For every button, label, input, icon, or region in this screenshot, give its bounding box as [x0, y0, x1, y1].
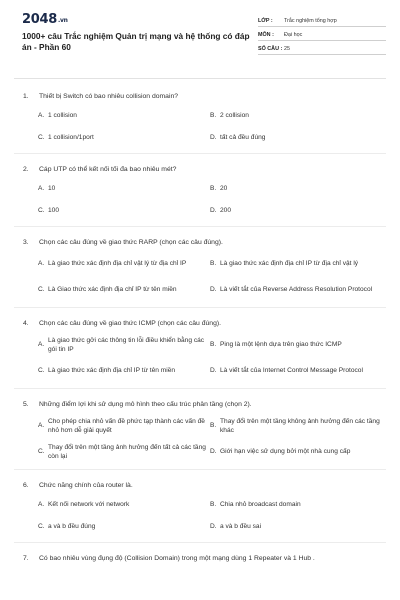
question-line	[22, 238, 386, 247]
option-text: Là giao thức gởi các thông tin lỗi điều khiển bằng các gói tin IP	[48, 336, 205, 353]
option-letter: C.	[38, 367, 45, 375]
option-letter: A.	[38, 501, 45, 509]
option-text: Thay đổi trên một tầng ảnh hưởng đến tất cả các tầng còn lại	[48, 443, 206, 460]
option-text: Là giao thức xác định địa chỉ vật lý từ địa chỉ IP	[48, 260, 187, 268]
meta-row	[258, 42, 386, 55]
option-letter: C.	[38, 134, 45, 142]
meta-label: SỐ CÂU :	[258, 46, 283, 52]
question-text: Thiết bị Switch có bao nhiêu collision domain?	[39, 93, 179, 100]
answer-option-d[interactable]	[210, 358, 382, 384]
answer-option-d[interactable]	[210, 516, 382, 538]
option-letter: A.	[38, 112, 45, 120]
option-letter: B.	[210, 422, 217, 430]
answer-option-c[interactable]	[38, 439, 210, 465]
question-line	[22, 481, 386, 490]
meta-value: 25	[284, 46, 290, 52]
answer-option-c[interactable]	[38, 127, 210, 149]
answer-option-b[interactable]	[210, 251, 382, 277]
option-letter: A.	[38, 185, 45, 193]
option-text: a và b đều đúng	[48, 523, 96, 531]
answer-option-d[interactable]	[210, 277, 382, 303]
document-title: 1000+ câu Trắc nghiệm Quản trị mạng và hệ thống có đáp án - Phần 60	[22, 31, 250, 52]
answer-option-a[interactable]	[38, 178, 210, 200]
logo-text: 2048	[22, 12, 57, 27]
logo-tld: .vn	[57, 17, 68, 24]
option-text: Ping là một lệnh dựa trên giao thức ICMP	[220, 341, 342, 349]
option-letter: D.	[210, 448, 217, 456]
answer-options	[22, 178, 386, 222]
question-line	[22, 319, 386, 328]
option-letter: C.	[38, 207, 45, 215]
option-letter: B.	[210, 341, 217, 349]
option-letter: A.	[38, 422, 45, 430]
answer-option-a[interactable]	[38, 413, 210, 439]
option-text: 200	[220, 207, 232, 215]
answer-option-c[interactable]	[38, 358, 210, 384]
meta-info	[258, 12, 386, 78]
option-text: Là giao thức xác định địa chỉ IP từ tên miền	[48, 367, 176, 375]
site-logo[interactable]	[22, 12, 250, 29]
option-letter: B.	[210, 185, 217, 193]
option-text: Là giao thức xác định địa chỉ IP từ địa chỉ vật lý	[220, 260, 359, 268]
question-text: Cáp UTP có thể kết nối tối đa bao nhiêu mét?	[39, 166, 177, 173]
question-1	[22, 79, 386, 153]
question-list	[22, 79, 386, 563]
meta-label: MÔN :	[258, 32, 274, 38]
question-5	[22, 389, 386, 469]
meta-value: Đại học	[284, 32, 303, 38]
option-letter: C.	[38, 523, 45, 531]
question-number: 6.	[23, 482, 29, 489]
option-letter: B.	[210, 260, 217, 268]
question-number: 7.	[23, 555, 29, 562]
option-letter: D.	[210, 523, 217, 531]
question-4	[22, 308, 386, 388]
question-text: Chọn các câu đúng về giao thức ICMP (chọn các câu đúng).	[39, 320, 222, 327]
question-text: Chức năng chính của router là.	[39, 482, 133, 489]
meta-row	[258, 28, 386, 41]
option-text: 100	[48, 207, 60, 215]
option-text: Kết nối network với network	[48, 501, 130, 509]
answer-option-a[interactable]	[38, 251, 210, 277]
answer-option-c[interactable]	[38, 200, 210, 222]
question-line	[22, 92, 386, 101]
answer-options	[22, 494, 386, 538]
question-3	[22, 227, 386, 307]
answer-option-b[interactable]	[210, 494, 382, 516]
question-2	[22, 154, 386, 226]
option-letter: D.	[210, 134, 217, 142]
answer-options	[22, 105, 386, 149]
option-text: tất cả đều đúng	[220, 134, 266, 142]
answer-option-d[interactable]	[210, 439, 382, 465]
option-letter: B.	[210, 501, 217, 509]
question-line	[22, 554, 386, 563]
meta-value: Trắc nghiệm tổng hợp	[284, 18, 337, 24]
question-line	[22, 165, 386, 174]
answer-option-c[interactable]	[38, 516, 210, 538]
option-text: 10	[48, 185, 56, 193]
option-text: Là Giao thức xác định địa chỉ IP từ tên miền	[48, 286, 177, 294]
option-text: Cho phép chia nhỏ vấn đề phức tạp thành các vấn đề nhỏ hơn dễ giải quyết	[48, 417, 205, 434]
question-number: 3.	[23, 239, 29, 246]
meta-row	[258, 14, 386, 27]
option-letter: D.	[210, 286, 217, 294]
question-7	[22, 543, 386, 563]
question-number: 1.	[23, 93, 29, 100]
answer-option-b[interactable]	[210, 413, 382, 439]
option-text: Thay đổi trên một tầng không ảnh hưởng đến các tầng khác	[220, 417, 380, 434]
answer-option-d[interactable]	[210, 200, 382, 222]
option-letter: D.	[210, 367, 217, 375]
option-letter: A.	[38, 341, 45, 349]
answer-option-b[interactable]	[210, 332, 382, 358]
question-text: Chọn các câu đúng về giao thức RARP (chọn các câu đúng).	[39, 239, 223, 246]
answer-option-b[interactable]	[210, 105, 382, 127]
meta-label: LỚP :	[258, 18, 273, 24]
question-number: 2.	[23, 166, 29, 173]
option-letter: D.	[210, 207, 217, 215]
option-letter: C.	[38, 286, 45, 294]
option-text: a và b đều sai	[220, 523, 262, 531]
option-text: Là viết tắt của Internet Control Message Protocol	[220, 367, 363, 375]
option-text: Chia nhỏ broadcast domain	[220, 501, 301, 509]
answer-option-d[interactable]	[210, 127, 382, 149]
option-letter: B.	[210, 112, 217, 120]
answer-option-a[interactable]	[38, 332, 210, 358]
option-text: Giới hạn việc sử dụng bởi một nhà cung cấp	[220, 448, 351, 456]
answer-options	[22, 413, 386, 465]
header	[22, 12, 386, 78]
brand	[22, 12, 250, 78]
option-letter: A.	[38, 260, 45, 268]
option-text: 1 collision	[48, 112, 77, 120]
option-letter: C.	[38, 448, 45, 456]
question-text: Có bao nhiêu vùng đụng độ (Collision Domain) trong một mạng dùng 1 Repeater và 1 Hub .	[39, 555, 315, 562]
option-text: 20	[220, 185, 228, 193]
answer-option-c[interactable]	[38, 277, 210, 303]
option-text: 2 collision	[220, 112, 249, 120]
option-text: Là viết tắt của Reverse Address Resolution Protocol	[220, 286, 373, 294]
answer-options	[22, 251, 386, 303]
question-text: Những điểm lợi khi sử dụng mô hình theo cấu trúc phân tầng (chọn 2).	[39, 401, 252, 408]
question-number: 4.	[23, 320, 29, 327]
answer-options	[22, 332, 386, 384]
question-number: 5.	[23, 401, 29, 408]
question-6	[22, 470, 386, 542]
answer-option-a[interactable]	[38, 105, 210, 127]
answer-option-b[interactable]	[210, 178, 382, 200]
answer-option-a[interactable]	[38, 494, 210, 516]
question-line	[22, 400, 386, 409]
option-text: 1 collision/1port	[48, 134, 94, 142]
